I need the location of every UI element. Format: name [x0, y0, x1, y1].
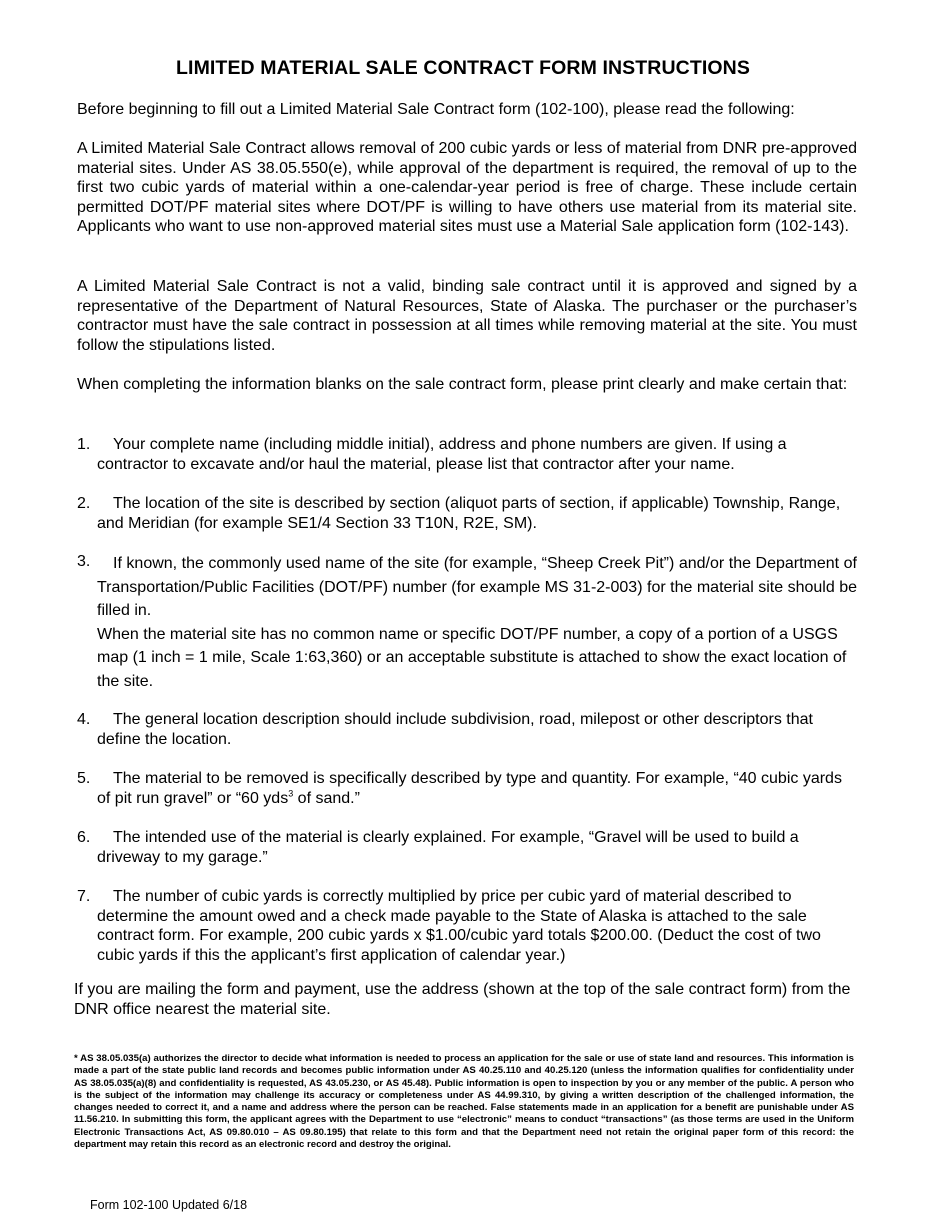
- list-item-1: [77, 435, 857, 474]
- list-item-text: The general location description should include subdivision, road, milepost or other descriptors that define the location.: [97, 711, 813, 748]
- list-item-2: [77, 494, 857, 533]
- paragraph-completion-instructions: When completing the information blanks on the sale contract form, please print clearly and make certain that:: [77, 376, 848, 393]
- footnote: * AS 38.05.035(a) authorizes the director to decide what information is needed to process an application for the sale or use of state land and resources. This information is made a part of the state public land records and becomes public information under AS 40.25.110 and 40.25.120 (unless the information qualifies for confidentiality under AS 38.05.035(a)(8) and confidentiality is requested, AS 43.05.230, or AS 45.48). Public information is open to inspection by you or any member of the public. A person who is the subject of the information may challenge its accuracy or completeness under AS 44.99.310, by giving a written description of the challenged information, the changes needed to correct it, and a name and address where the person can be reached. False statements made in an application for a benefit are punishable under AS 11.56.210. In submitting this form, the applicant agrees with the Department to use “electronic” means to conduct “transactions” (as those terms are used in the Uniform Electronic Transactions Act, AS 09.80.010 – AS 09.80.195) that relate to this form and that the Department need not retain the original paper form of this record: the department may retain this record as an electronic record and destroy the original.: [74, 1053, 854, 1151]
- list-item-number: 1.: [77, 436, 91, 453]
- paragraph-contract-scope: A Limited Material Sale Contract allows removal of 200 cubic yards or less of material from DNR pre-approved material sites. Under AS 38.05.550(e), while approval of the department is required, the removal of up to the first two cubic yards of material within a one-calendar-year period is free of charge. These include certain permitted DOT/PF material sites where DOT/PF is willing to have others use material from its material site. Applicants who want to use non-approved material sites must use a Material Sale application form (102-143).: [77, 140, 857, 236]
- list-item-text: The number of cubic yards is correctly multiplied by price per cubic yard of material described to determine the amount owed and a check made payable to the State of Alaska is attached to the sale contract form. For example, 200 cubic yards x $1.00/cubic yard totals $200.00. (Deduct the cost of two cubic yards if this the applicant’s first application of calendar year.): [97, 888, 821, 964]
- list-item-text: If known, the commonly used name of the site (for example, “Sheep Creek Pit”) and/or the Department of Transportation/Public Facilities (DOT/PF) number (for example MS 31-2-003) for the material site should be filled in.: [97, 555, 857, 619]
- list-item-number: 7.: [77, 888, 91, 905]
- list-item-text: [77, 769, 857, 808]
- list-item-4: [77, 710, 857, 749]
- list-item-number: 5.: [77, 770, 91, 787]
- list-item-text: Your complete name (including middle initial), address and phone numbers are given. If using a contractor to excavate and/or haul the material, please list that contractor after your name.: [97, 436, 787, 473]
- list-item-7: [77, 887, 857, 965]
- list-item-6: [77, 828, 857, 867]
- list-item-5: [77, 769, 857, 808]
- list-item-number: 3.: [77, 553, 91, 570]
- paragraph-mailing-instructions: If you are mailing the form and payment, use the address (shown at the top of the sale contract form) from the DNR office nearest the material site.: [74, 981, 851, 1018]
- list-item-number: 2.: [77, 495, 91, 512]
- list-item-text: The location of the site is described by section (aliquot parts of section, if applicable) Township, Range, and Meridian (for example SE1/4 Section 33 T10N, R2E, SM).: [97, 495, 841, 532]
- list-item-text: The intended use of the material is clearly explained. For example, “Gravel will be used to build a driveway to my garage.”: [97, 829, 799, 866]
- list-item-text-part: of sand.”: [293, 789, 360, 807]
- superscript: 3: [288, 788, 294, 799]
- list-item-3: [77, 552, 857, 693]
- list-item-text-part: The material to be removed is specifically described by type and quantity. For example, “40 cubic yards of pit run gravel” or “60 yds: [97, 770, 842, 807]
- paragraph-contract-validity: A Limited Material Sale Contract is not a valid, binding sale contract until it is approved and signed by a representative of the Department of Natural Resources, State of Alaska. The purchaser or the purchaser’s contractor must have the sale contract in possession at all times while removing material at the site. You must follow the stipulations listed.: [77, 278, 857, 354]
- page-title: LIMITED MATERIAL SALE CONTRACT FORM INSTRUCTIONS: [176, 57, 750, 79]
- intro-paragraph: Before beginning to fill out a Limited Material Sale Contract form (102-100), please read the following:: [77, 101, 795, 118]
- list-item-number: 4.: [77, 711, 91, 728]
- list-item-text-continued: When the material site has no common name or specific DOT/PF number, a copy of a portion of a USGS map (1 inch = 1 mile, Scale 1:63,360) or an acceptable substitute is attached to show the exact location of the site.: [97, 625, 847, 690]
- list-item-number: 6.: [77, 829, 91, 846]
- form-number: Form 102-100 Updated 6/18: [90, 1198, 248, 1212]
